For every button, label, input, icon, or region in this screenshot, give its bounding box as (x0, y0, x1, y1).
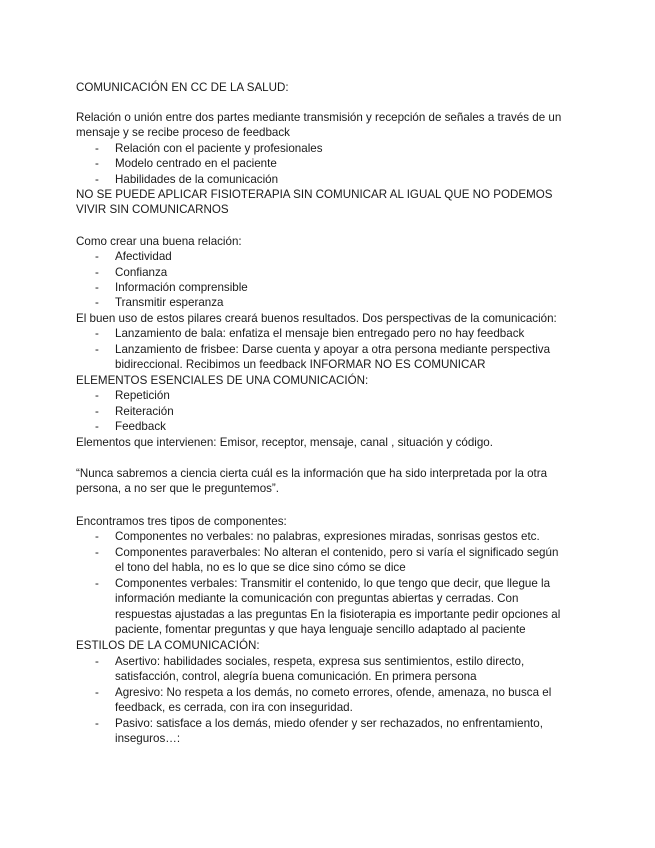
statement-line: NO SE PUEDE APLICAR FISIOTERAPIA SIN COMUNICAR AL IGUAL QUE NO PODEMOS (76, 188, 553, 201)
bullet-dash: - (95, 420, 99, 433)
list-item-text: Modelo centrado en el paciente (115, 157, 277, 170)
bullet-dash: - (95, 327, 99, 340)
paragraph-line: Elementos que intervienen: Emisor, receptor, mensaje, canal , situación y código. (76, 436, 493, 449)
quote-line: persona, a no ser que le preguntemos”. (76, 482, 280, 495)
list-item-text: Relación con el paciente y profesionales (115, 142, 323, 155)
list-item-text: Habilidades de la comunicación (115, 173, 279, 186)
bullet-dash: - (95, 530, 99, 543)
list-item-text: Lanzamiento de frisbee: Darse cuenta y apoyar a otra persona mediante perspectiva (115, 343, 551, 356)
bullet-dash: - (95, 142, 99, 155)
section-heading: Como crear una buena relación: (76, 235, 242, 248)
list-item-text: Información comprensible (115, 281, 248, 294)
list-item-text: Reiteración (115, 405, 174, 418)
statement-line: VIVIR SIN COMUNICARNOS (76, 203, 229, 216)
list-item-text: Lanzamiento de bala: enfatiza el mensaje bien entregado pero no hay feedback (115, 327, 525, 340)
list-item-continuation: feedback, es cerrada, con ira con inseguridad. (115, 701, 353, 714)
bullet-dash: - (95, 250, 99, 263)
bullet-dash: - (95, 173, 99, 186)
list-item-continuation: respuestas ajustadas a las preguntas En la fisioterapia es importante pedir opciones al (115, 608, 561, 621)
bullet-dash: - (95, 389, 99, 402)
definition-line: mensaje y se recibe proceso de feedback (76, 126, 290, 139)
list-item-continuation: satisfacción, control, alegría buena comunicación. En primera persona (115, 670, 477, 683)
section-heading: Encontramos tres tipos de componentes: (76, 515, 287, 528)
list-item-continuation: paciente, fomentar preguntas y que haya lenguaje sencillo adaptado al paciente (115, 623, 526, 636)
list-item-text: Agresivo: No respeta a los demás, no cometo errores, ofende, amenaza, no busca el (115, 686, 552, 699)
section-heading: ESTILOS DE LA COMUNICACIÓN: (76, 639, 260, 652)
definition-line: Relación o unión entre dos partes mediante transmisión y recepción de señales a través de un (76, 111, 562, 124)
list-item-text: Componentes verbales: Transmitir el contenido, lo que tengo que decir, que llegue la (115, 577, 551, 590)
bullet-dash: - (95, 546, 99, 559)
list-item-text: Repetición (115, 389, 170, 402)
list-item-continuation: información mediante la comunicación con preguntas abiertas y cerradas. Con (115, 592, 519, 605)
bullet-dash: - (95, 296, 99, 309)
paragraph-line: El buen uso de estos pilares creará buenos resultados. Dos perspectivas de la comunicación: (76, 312, 557, 325)
list-item-text: Componentes no verbales: no palabras, expresiones miradas, sonrisas gestos etc. (115, 530, 540, 543)
list-item-text: Pasivo: satisface a los demás, miedo ofender y ser rechazados, no enfrentamiento, (115, 717, 543, 730)
list-item-text: Feedback (115, 420, 166, 433)
bullet-dash: - (95, 686, 99, 699)
bullet-dash: - (95, 266, 99, 279)
list-item-continuation: el tono del habla, no es lo que se dice sino cómo se dice (115, 561, 406, 574)
bullet-dash: - (95, 577, 99, 590)
list-item-text: Afectividad (115, 250, 172, 263)
list-item-continuation: bidireccional. Recibimos un feedback INFORMAR NO ES COMUNICAR (115, 358, 486, 371)
list-item-text: Transmitir esperanza (115, 296, 224, 309)
bullet-dash: - (95, 281, 99, 294)
list-item-text: Confianza (115, 266, 168, 279)
bullet-dash: - (95, 343, 99, 356)
page-title: COMUNICACIÓN EN CC DE LA SALUD: (76, 81, 289, 94)
bullet-dash: - (95, 655, 99, 668)
bullet-dash: - (95, 157, 99, 170)
list-item-continuation: inseguros…: (115, 732, 181, 745)
bullet-dash: - (95, 717, 99, 730)
list-item-text: Componentes paraverbales: No alteran el contenido, pero si varía el significado según (115, 546, 559, 559)
quote-line: “Nunca sabremos a ciencia cierta cuál es la información que ha sido interpretada por la otra (76, 467, 548, 480)
list-item-text: Asertivo: habilidades sociales, respeta, expresa sus sentimientos, estilo directo, (115, 655, 525, 668)
section-heading: ELEMENTOS ESENCIALES DE UNA COMUNICACIÓN: (76, 374, 369, 387)
bullet-dash: - (95, 405, 99, 418)
